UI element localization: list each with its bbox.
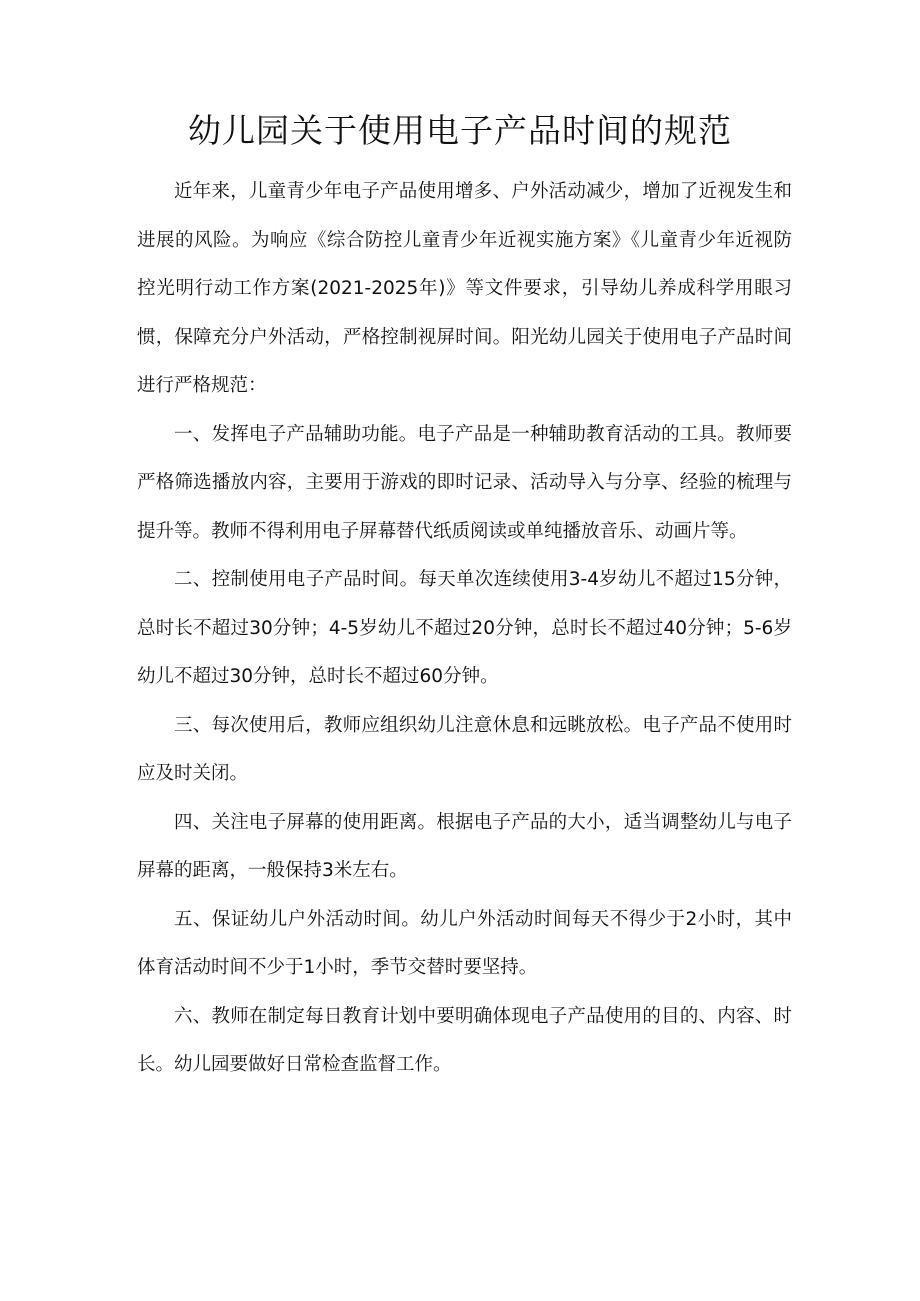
paragraph-intro: 近年来，儿童青少年电子产品使用增多、户外活动减少，增加了近视发生和进展的风险。为响应《综合防控儿童青少年近视实施方案》《儿童青少年近视防控光明行动工作方案(2021-2025年)》等文件要求，引导幼儿养成科学用眼习惯，保障充分户外活动，严格控制视屏时间。阳光幼儿园关于使用电子产品时间进行严格规范：	[137, 181, 792, 396]
paragraph-item-3: 三、每次使用后，教师应组织幼儿注意休息和远眺放松。电子产品不使用时应及时关闭。	[137, 714, 792, 784]
paragraph-item-5: 五、保证幼儿户外活动时间。幼儿户外活动时间每天不得少于2小时，其中体育活动时间不少于1小时，季节交替时要坚持。	[137, 908, 792, 978]
document-body	[137, 168, 792, 1090]
paragraph-item-2: 二、控制使用电子产品时间。每天单次连续使用3-4岁幼儿不超过15分钟，总时长不超过30分钟；4-5岁幼儿不超过20分钟，总时长不超过40分钟；5-6岁幼儿不超过30分钟，总时长不超过60分钟。	[137, 569, 792, 687]
paragraph-item-1: 一、发挥电子产品辅助功能。电子产品是一种辅助教育活动的工具。教师要严格筛选播放内容，主要用于游戏的即时记录、活动导入与分享、经验的梳理与提升等。教师不得利用电子屏幕替代纸质阅读或单纯播放音乐、动画片等。	[137, 423, 792, 542]
paragraph-item-4: 四、关注电子屏幕的使用距离。根据电子产品的大小，适当调整幼儿与电子屏幕的距离，一般保持3米左右。	[137, 811, 792, 881]
paragraph-item-6: 六、教师在制定每日教育计划中要明确体现电子产品使用的目的、内容、时长。幼儿园要做好日常检查监督工作。	[137, 1005, 792, 1075]
document-title: 幼儿园关于使用电子产品时间的规范	[188, 111, 732, 150]
